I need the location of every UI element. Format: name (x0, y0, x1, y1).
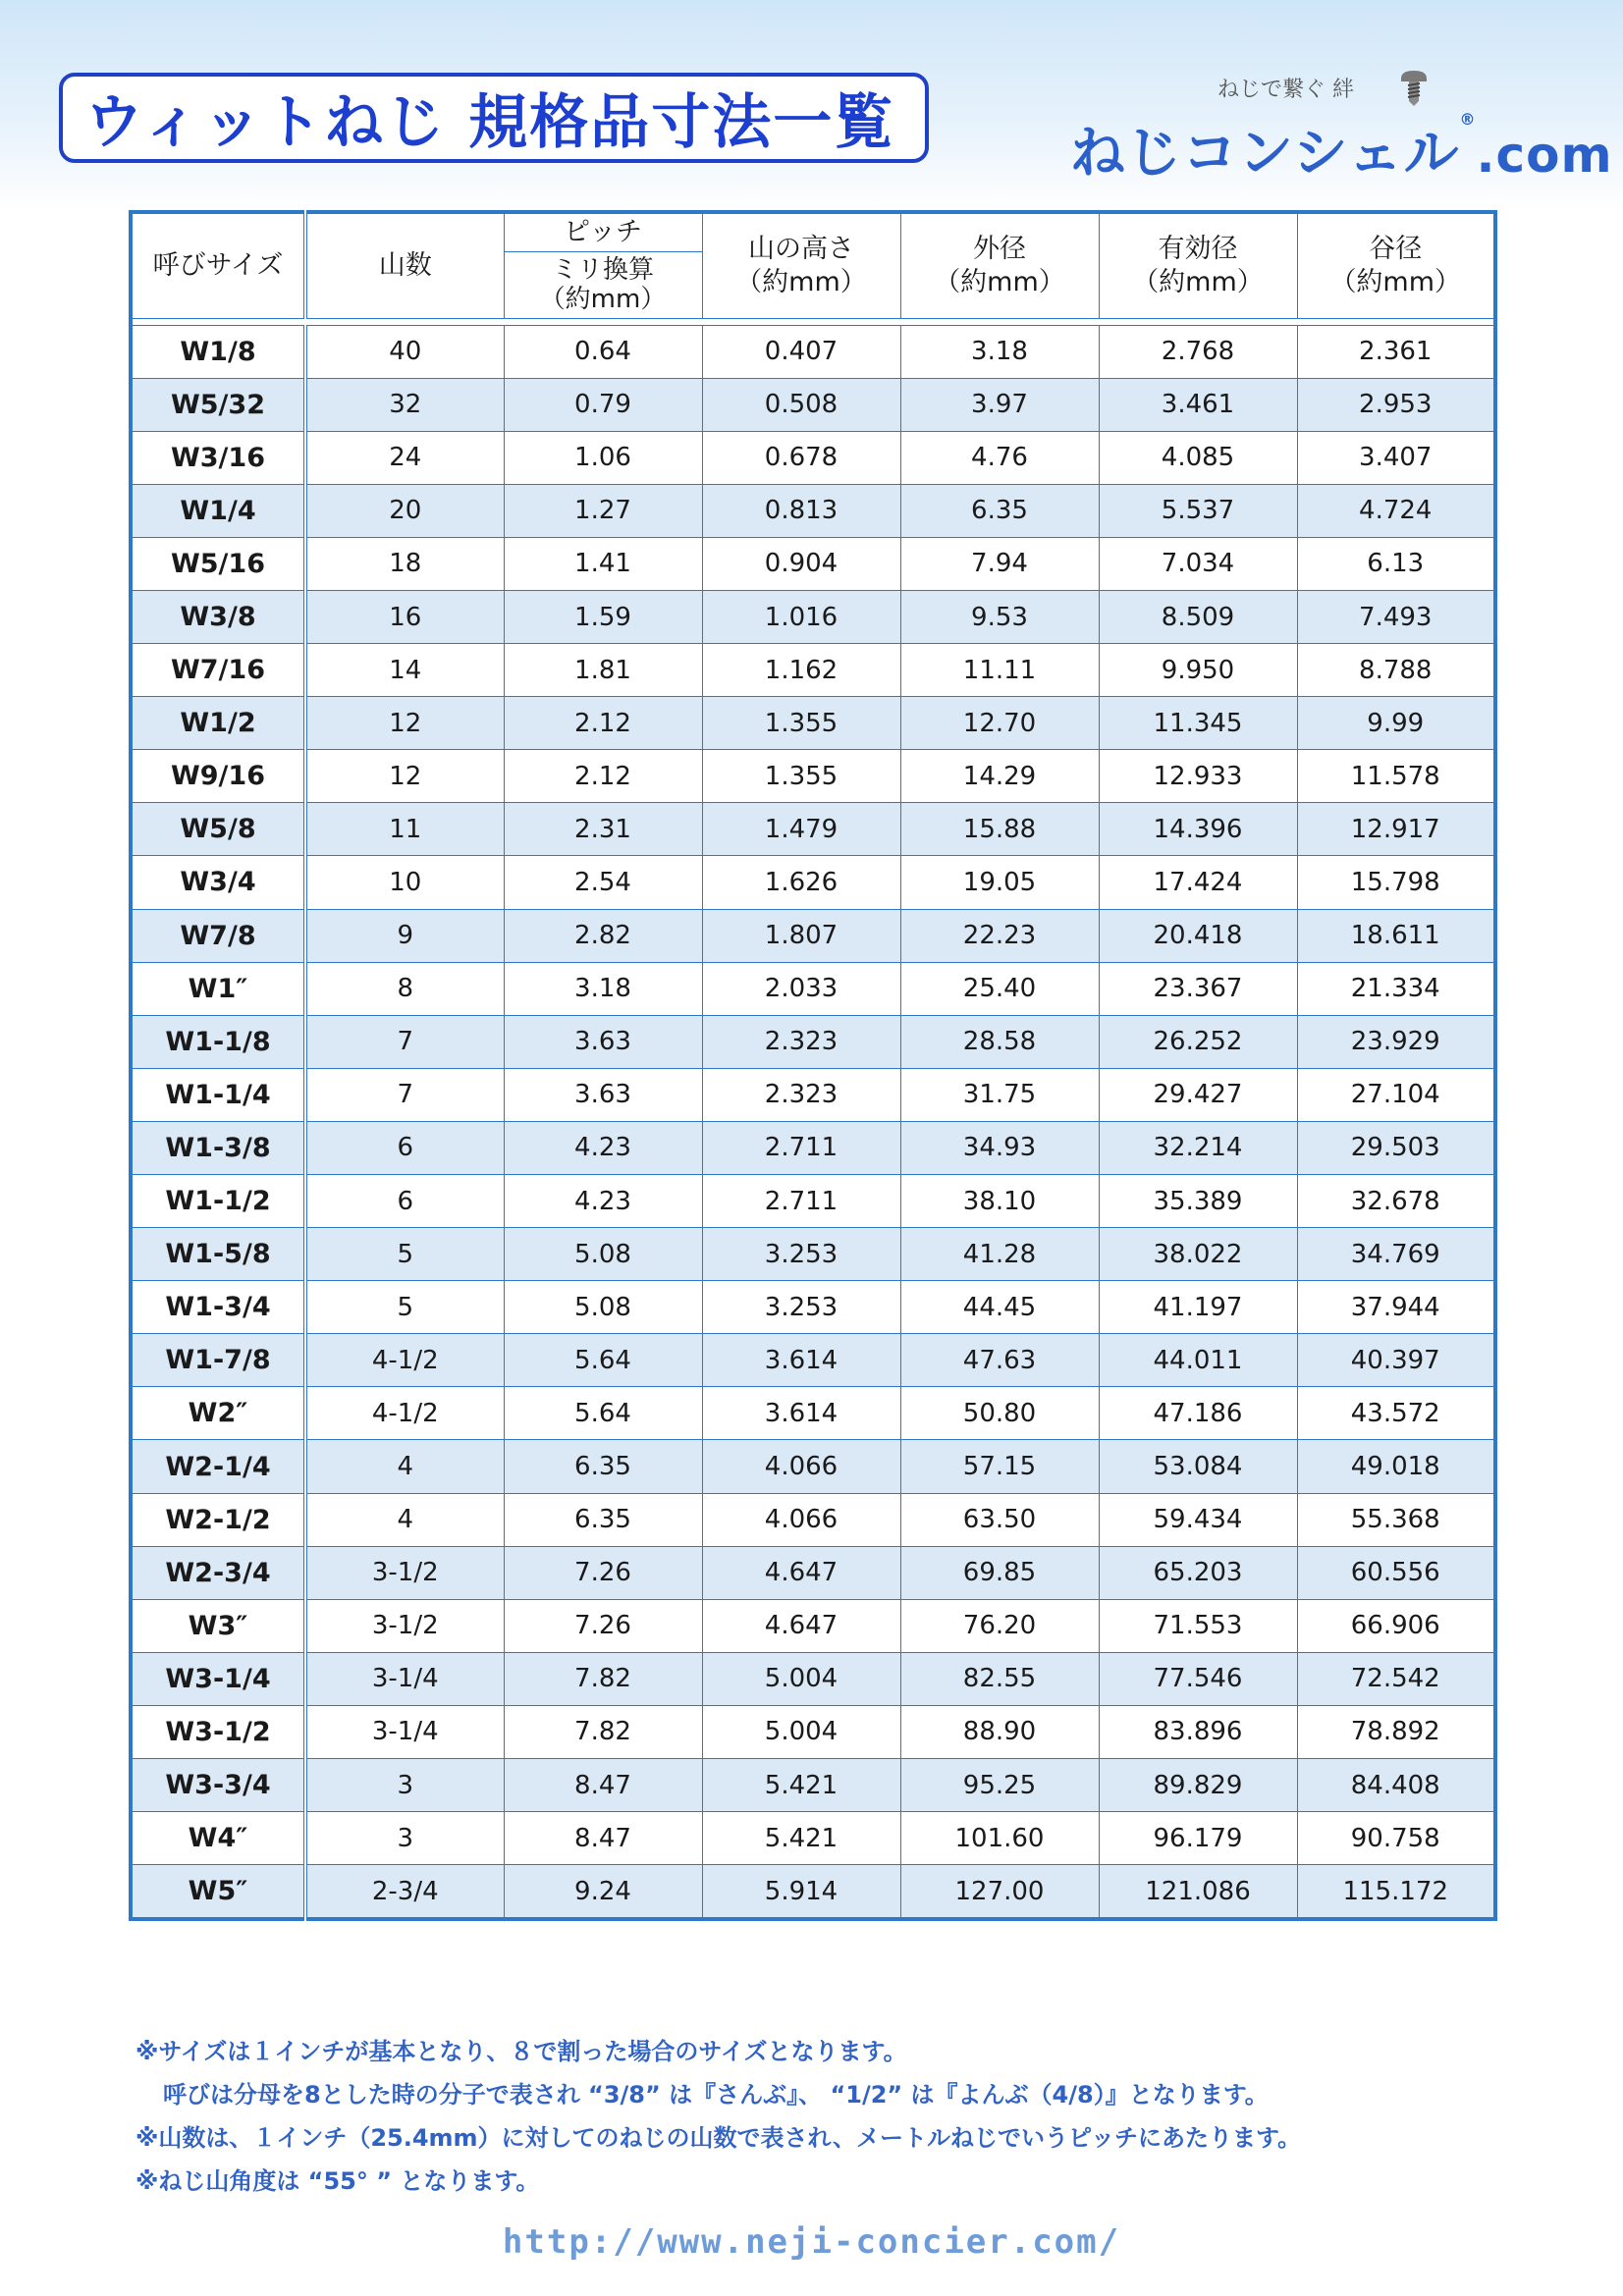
table-row (131, 1228, 1495, 1281)
cell-effective-diameter: 14.396 (1099, 803, 1297, 856)
cell-threads: 6 (305, 1175, 504, 1228)
header-thread-height-unit: （約mm） (735, 266, 867, 297)
cell-size: W1-5/8 (131, 1228, 305, 1281)
table-row (131, 378, 1495, 431)
cell-threads: 12 (305, 750, 504, 803)
cell-pitch: 0.64 (504, 325, 702, 378)
brand-domain: .com (1476, 127, 1613, 184)
cell-root-diameter: 8.788 (1297, 644, 1495, 697)
cell-threads: 3-1/2 (305, 1546, 504, 1599)
header-outer-diameter (900, 212, 1099, 318)
header-root-diameter (1297, 212, 1495, 318)
cell-effective-diameter: 89.829 (1099, 1759, 1297, 1812)
cell-root-diameter: 90.758 (1297, 1812, 1495, 1865)
cell-effective-diameter: 7.034 (1099, 537, 1297, 590)
cell-root-diameter: 12.917 (1297, 803, 1495, 856)
cell-pitch: 2.54 (504, 856, 702, 909)
note-naming: 呼びは分母を8とした時の分子で表され “3/8” は『さんぶ』、 “1/2” は『よんぶ（4/8）』となります。 (163, 2081, 1269, 2109)
cell-outer-diameter: 6.35 (900, 484, 1099, 537)
cell-size: W3-1/2 (131, 1705, 305, 1758)
cell-thread-height: 1.162 (702, 644, 900, 697)
cell-threads: 4 (305, 1493, 504, 1546)
footer-url-link[interactable]: http://www.neji-concier.com/ (502, 2222, 1121, 2262)
table-row (131, 750, 1495, 803)
header-pitch-mm-label: ミリ換算 (551, 255, 654, 285)
cell-threads: 14 (305, 644, 504, 697)
cell-pitch: 0.79 (504, 378, 702, 431)
cell-root-diameter: 66.906 (1297, 1599, 1495, 1652)
cell-root-diameter: 40.397 (1297, 1334, 1495, 1387)
header-pitch-mm (504, 251, 702, 318)
cell-pitch: 7.26 (504, 1599, 702, 1652)
table-row (131, 1281, 1495, 1334)
cell-size: W7/16 (131, 644, 305, 697)
cell-outer-diameter: 76.20 (900, 1599, 1099, 1652)
cell-threads: 3 (305, 1812, 504, 1865)
cell-effective-diameter: 23.367 (1099, 962, 1297, 1015)
header-pitch-mm-unit: （約mm） (539, 285, 667, 314)
cell-size: W1-7/8 (131, 1334, 305, 1387)
cell-pitch: 4.23 (504, 1175, 702, 1228)
cell-effective-diameter: 11.345 (1099, 697, 1297, 750)
cell-pitch: 1.27 (504, 484, 702, 537)
cell-threads: 4-1/2 (305, 1387, 504, 1440)
cell-effective-diameter: 2.768 (1099, 325, 1297, 378)
cell-threads: 16 (305, 590, 504, 643)
cell-root-diameter: 29.503 (1297, 1121, 1495, 1174)
cell-effective-diameter: 20.418 (1099, 909, 1297, 962)
cell-thread-height: 2.323 (702, 1068, 900, 1121)
cell-outer-diameter: 3.18 (900, 325, 1099, 378)
brand-name: ねじコンシェル (1070, 122, 1460, 186)
cell-pitch: 5.08 (504, 1228, 702, 1281)
cell-pitch: 5.64 (504, 1334, 702, 1387)
cell-root-diameter: 72.542 (1297, 1652, 1495, 1705)
cell-pitch: 4.23 (504, 1121, 702, 1174)
cell-thread-height: 3.253 (702, 1281, 900, 1334)
cell-threads: 32 (305, 378, 504, 431)
header-threads: 山数 (305, 212, 504, 318)
cell-root-diameter: 2.361 (1297, 325, 1495, 378)
header-root-label: 谷径 (1369, 233, 1423, 264)
cell-thread-height: 5.004 (702, 1705, 900, 1758)
cell-root-diameter: 60.556 (1297, 1546, 1495, 1599)
cell-root-diameter: 34.769 (1297, 1228, 1495, 1281)
cell-pitch: 1.06 (504, 431, 702, 484)
cell-threads: 2-3/4 (305, 1865, 504, 1920)
registered-mark: ® (1459, 110, 1477, 129)
cell-root-diameter: 23.929 (1297, 1015, 1495, 1068)
table-row (131, 1759, 1495, 1812)
table-row (131, 803, 1495, 856)
cell-root-diameter: 11.578 (1297, 750, 1495, 803)
cell-pitch: 3.18 (504, 962, 702, 1015)
cell-threads: 11 (305, 803, 504, 856)
cell-size: W1/4 (131, 484, 305, 537)
cell-thread-height: 5.004 (702, 1652, 900, 1705)
brand-logo[interactable] (1070, 69, 1613, 186)
cell-effective-diameter: 53.084 (1099, 1440, 1297, 1493)
cell-threads: 18 (305, 537, 504, 590)
cell-outer-diameter: 50.80 (900, 1387, 1099, 1440)
cell-root-diameter: 3.407 (1297, 431, 1495, 484)
cell-outer-diameter: 41.28 (900, 1228, 1099, 1281)
cell-root-diameter: 21.334 (1297, 962, 1495, 1015)
cell-thread-height: 0.678 (702, 431, 900, 484)
cell-effective-diameter: 35.389 (1099, 1175, 1297, 1228)
cell-threads: 4 (305, 1440, 504, 1493)
cell-threads: 3-1/4 (305, 1652, 504, 1705)
cell-outer-diameter: 3.97 (900, 378, 1099, 431)
cell-root-diameter: 18.611 (1297, 909, 1495, 962)
cell-pitch: 2.82 (504, 909, 702, 962)
header-thread-height (702, 212, 900, 318)
cell-outer-diameter: 69.85 (900, 1546, 1099, 1599)
cell-outer-diameter: 22.23 (900, 909, 1099, 962)
cell-outer-diameter: 12.70 (900, 697, 1099, 750)
cell-size: W3″ (131, 1599, 305, 1652)
cell-root-diameter: 84.408 (1297, 1759, 1495, 1812)
cell-threads: 4-1/2 (305, 1334, 504, 1387)
note-thread-count: ※山数は、１インチ（25.4mm）に対してのねじの山数で表され、メートルねじでいうピッチにあたります。 (135, 2124, 1302, 2152)
cell-root-diameter: 37.944 (1297, 1281, 1495, 1334)
cell-size: W2-1/2 (131, 1493, 305, 1546)
cell-effective-diameter: 17.424 (1099, 856, 1297, 909)
cell-effective-diameter: 32.214 (1099, 1121, 1297, 1174)
cell-size: W1/2 (131, 697, 305, 750)
cell-outer-diameter: 47.63 (900, 1334, 1099, 1387)
table-row (131, 1015, 1495, 1068)
cell-effective-diameter: 71.553 (1099, 1599, 1297, 1652)
cell-thread-height: 5.421 (702, 1812, 900, 1865)
table-row (131, 1440, 1495, 1493)
table-row (131, 1705, 1495, 1758)
notes (135, 2030, 1549, 2203)
cell-thread-height: 5.421 (702, 1759, 900, 1812)
cell-outer-diameter: 25.40 (900, 962, 1099, 1015)
cell-root-diameter: 49.018 (1297, 1440, 1495, 1493)
cell-threads: 5 (305, 1228, 504, 1281)
cell-root-diameter: 27.104 (1297, 1068, 1495, 1121)
cell-pitch: 5.64 (504, 1387, 702, 1440)
cell-threads: 40 (305, 325, 504, 378)
table-row (131, 1334, 1495, 1387)
cell-root-diameter: 55.368 (1297, 1493, 1495, 1546)
cell-pitch: 1.59 (504, 590, 702, 643)
cell-thread-height: 3.253 (702, 1228, 900, 1281)
table-row (131, 1652, 1495, 1705)
cell-thread-height: 2.711 (702, 1175, 900, 1228)
table-row (131, 697, 1495, 750)
cell-threads: 9 (305, 909, 504, 962)
cell-threads: 12 (305, 697, 504, 750)
cell-outer-diameter: 63.50 (900, 1493, 1099, 1546)
cell-effective-diameter: 38.022 (1099, 1228, 1297, 1281)
cell-effective-diameter: 9.950 (1099, 644, 1297, 697)
table-row (131, 484, 1495, 537)
table-row (131, 431, 1495, 484)
cell-pitch: 8.47 (504, 1812, 702, 1865)
note-size: ※サイズは１インチが基本となり、８で割った場合のサイズとなります。 (135, 2038, 907, 2065)
cell-outer-diameter: 11.11 (900, 644, 1099, 697)
cell-pitch: 3.63 (504, 1015, 702, 1068)
cell-thread-height: 4.647 (702, 1599, 900, 1652)
cell-pitch: 1.81 (504, 644, 702, 697)
cell-thread-height: 4.647 (702, 1546, 900, 1599)
cell-effective-diameter: 96.179 (1099, 1812, 1297, 1865)
cell-effective-diameter: 47.186 (1099, 1387, 1297, 1440)
cell-outer-diameter: 19.05 (900, 856, 1099, 909)
cell-size: W5/16 (131, 537, 305, 590)
cell-effective-diameter: 44.011 (1099, 1334, 1297, 1387)
cell-threads: 24 (305, 431, 504, 484)
table-row (131, 325, 1495, 378)
table-row (131, 856, 1495, 909)
header-outer-unit: （約mm） (934, 266, 1065, 297)
whitworth-spec-table (129, 210, 1497, 1921)
cell-effective-diameter: 59.434 (1099, 1493, 1297, 1546)
cell-root-diameter: 2.953 (1297, 378, 1495, 431)
header-pitch: ピッチ (504, 212, 702, 251)
cell-pitch: 8.47 (504, 1759, 702, 1812)
cell-thread-height: 5.914 (702, 1865, 900, 1920)
cell-outer-diameter: 57.15 (900, 1440, 1099, 1493)
table-row (131, 962, 1495, 1015)
header-size: 呼びサイズ (131, 212, 305, 318)
cell-effective-diameter: 77.546 (1099, 1652, 1297, 1705)
cell-pitch: 3.63 (504, 1068, 702, 1121)
header-effective-unit: （約mm） (1132, 266, 1264, 297)
cell-thread-height: 0.508 (702, 378, 900, 431)
table-row (131, 909, 1495, 962)
cell-outer-diameter: 31.75 (900, 1068, 1099, 1121)
screw-icon (1397, 69, 1431, 106)
cell-size: W1/8 (131, 325, 305, 378)
cell-size: W1-1/2 (131, 1175, 305, 1228)
cell-outer-diameter: 9.53 (900, 590, 1099, 643)
cell-outer-diameter: 15.88 (900, 803, 1099, 856)
cell-threads: 5 (305, 1281, 504, 1334)
cell-effective-diameter: 29.427 (1099, 1068, 1297, 1121)
cell-outer-diameter: 4.76 (900, 431, 1099, 484)
cell-pitch: 2.31 (504, 803, 702, 856)
cell-root-diameter: 43.572 (1297, 1387, 1495, 1440)
cell-outer-diameter: 127.00 (900, 1865, 1099, 1920)
cell-size: W1-1/4 (131, 1068, 305, 1121)
cell-root-diameter: 4.724 (1297, 484, 1495, 537)
cell-thread-height: 4.066 (702, 1493, 900, 1546)
cell-root-diameter: 78.892 (1297, 1705, 1495, 1758)
cell-thread-height: 1.355 (702, 697, 900, 750)
cell-root-diameter: 15.798 (1297, 856, 1495, 909)
cell-pitch: 6.35 (504, 1440, 702, 1493)
page-title: ウィットねじ 規格品寸法一覧 (84, 88, 895, 157)
cell-effective-diameter: 26.252 (1099, 1015, 1297, 1068)
cell-thread-height: 1.016 (702, 590, 900, 643)
cell-size: W2-1/4 (131, 1440, 305, 1493)
cell-pitch: 2.12 (504, 750, 702, 803)
cell-thread-height: 0.904 (702, 537, 900, 590)
cell-size: W5/8 (131, 803, 305, 856)
cell-size: W7/8 (131, 909, 305, 962)
table-row (131, 1387, 1495, 1440)
table-row (131, 1121, 1495, 1174)
cell-thread-height: 0.407 (702, 325, 900, 378)
cell-size: W3/16 (131, 431, 305, 484)
cell-root-diameter: 115.172 (1297, 1865, 1495, 1920)
cell-effective-diameter: 121.086 (1099, 1865, 1297, 1920)
cell-size: W1-3/8 (131, 1121, 305, 1174)
cell-effective-diameter: 41.197 (1099, 1281, 1297, 1334)
cell-size: W3/4 (131, 856, 305, 909)
header-effective-label: 有効径 (1158, 233, 1238, 264)
cell-threads: 3-1/4 (305, 1705, 504, 1758)
cell-root-diameter: 6.13 (1297, 537, 1495, 590)
cell-size: W3-3/4 (131, 1759, 305, 1812)
cell-pitch: 7.82 (504, 1652, 702, 1705)
cell-effective-diameter: 83.896 (1099, 1705, 1297, 1758)
cell-effective-diameter: 3.461 (1099, 378, 1297, 431)
cell-thread-height: 2.711 (702, 1121, 900, 1174)
cell-pitch: 7.26 (504, 1546, 702, 1599)
cell-size: W2″ (131, 1387, 305, 1440)
cell-size: W1-1/8 (131, 1015, 305, 1068)
cell-root-diameter: 9.99 (1297, 697, 1495, 750)
cell-threads: 20 (305, 484, 504, 537)
cell-threads: 8 (305, 962, 504, 1015)
cell-threads: 7 (305, 1068, 504, 1121)
cell-outer-diameter: 82.55 (900, 1652, 1099, 1705)
cell-outer-diameter: 44.45 (900, 1281, 1099, 1334)
cell-outer-diameter: 14.29 (900, 750, 1099, 803)
cell-thread-height: 1.479 (702, 803, 900, 856)
cell-pitch: 9.24 (504, 1865, 702, 1920)
header-outer-label: 外径 (973, 233, 1026, 264)
cell-outer-diameter: 7.94 (900, 537, 1099, 590)
cell-effective-diameter: 65.203 (1099, 1546, 1297, 1599)
cell-effective-diameter: 4.085 (1099, 431, 1297, 484)
header-effective-diameter (1099, 212, 1297, 318)
table-row (131, 644, 1495, 697)
brand-tagline: ねじで繋ぐ 絆 (1217, 78, 1354, 102)
cell-outer-diameter: 38.10 (900, 1175, 1099, 1228)
table-row (131, 1546, 1495, 1599)
cell-thread-height: 1.355 (702, 750, 900, 803)
cell-outer-diameter: 95.25 (900, 1759, 1099, 1812)
cell-size: W1-3/4 (131, 1281, 305, 1334)
cell-threads: 3 (305, 1759, 504, 1812)
cell-outer-diameter: 88.90 (900, 1705, 1099, 1758)
cell-pitch: 5.08 (504, 1281, 702, 1334)
cell-threads: 6 (305, 1121, 504, 1174)
cell-size: W4″ (131, 1812, 305, 1865)
cell-effective-diameter: 12.933 (1099, 750, 1297, 803)
table-row (131, 1865, 1495, 1920)
cell-size: W5/32 (131, 378, 305, 431)
cell-thread-height: 2.033 (702, 962, 900, 1015)
cell-size: W3/8 (131, 590, 305, 643)
cell-thread-height: 2.323 (702, 1015, 900, 1068)
cell-effective-diameter: 5.537 (1099, 484, 1297, 537)
cell-threads: 3-1/2 (305, 1599, 504, 1652)
cell-size: W1″ (131, 962, 305, 1015)
cell-thread-height: 3.614 (702, 1387, 900, 1440)
note-thread-angle: ※ねじ山角度は “55° ” となります。 (135, 2167, 540, 2195)
header-thread-height-label: 山の高さ (748, 233, 854, 264)
cell-thread-height: 1.626 (702, 856, 900, 909)
cell-thread-height: 3.614 (702, 1334, 900, 1387)
cell-size: W5″ (131, 1865, 305, 1920)
cell-size: W3-1/4 (131, 1652, 305, 1705)
table-row (131, 1175, 1495, 1228)
cell-outer-diameter: 28.58 (900, 1015, 1099, 1068)
table-row (131, 537, 1495, 590)
table-row (131, 1493, 1495, 1546)
cell-size: W2-3/4 (131, 1546, 305, 1599)
table-body (131, 325, 1495, 1919)
table-row (131, 1068, 1495, 1121)
table-row (131, 590, 1495, 643)
cell-threads: 10 (305, 856, 504, 909)
table-row (131, 1812, 1495, 1865)
title-box (59, 73, 929, 163)
cell-threads: 7 (305, 1015, 504, 1068)
header-root-unit: （約mm） (1329, 266, 1462, 297)
table-row (131, 1599, 1495, 1652)
cell-size: W9/16 (131, 750, 305, 803)
cell-thread-height: 0.813 (702, 484, 900, 537)
cell-pitch: 6.35 (504, 1493, 702, 1546)
cell-effective-diameter: 8.509 (1099, 590, 1297, 643)
brand-wordmark (1070, 110, 1613, 188)
cell-thread-height: 4.066 (702, 1440, 900, 1493)
cell-outer-diameter: 101.60 (900, 1812, 1099, 1865)
cell-root-diameter: 7.493 (1297, 590, 1495, 643)
cell-pitch: 1.41 (504, 537, 702, 590)
cell-root-diameter: 32.678 (1297, 1175, 1495, 1228)
cell-thread-height: 1.807 (702, 909, 900, 962)
cell-outer-diameter: 34.93 (900, 1121, 1099, 1174)
cell-pitch: 2.12 (504, 697, 702, 750)
cell-pitch: 7.82 (504, 1705, 702, 1758)
